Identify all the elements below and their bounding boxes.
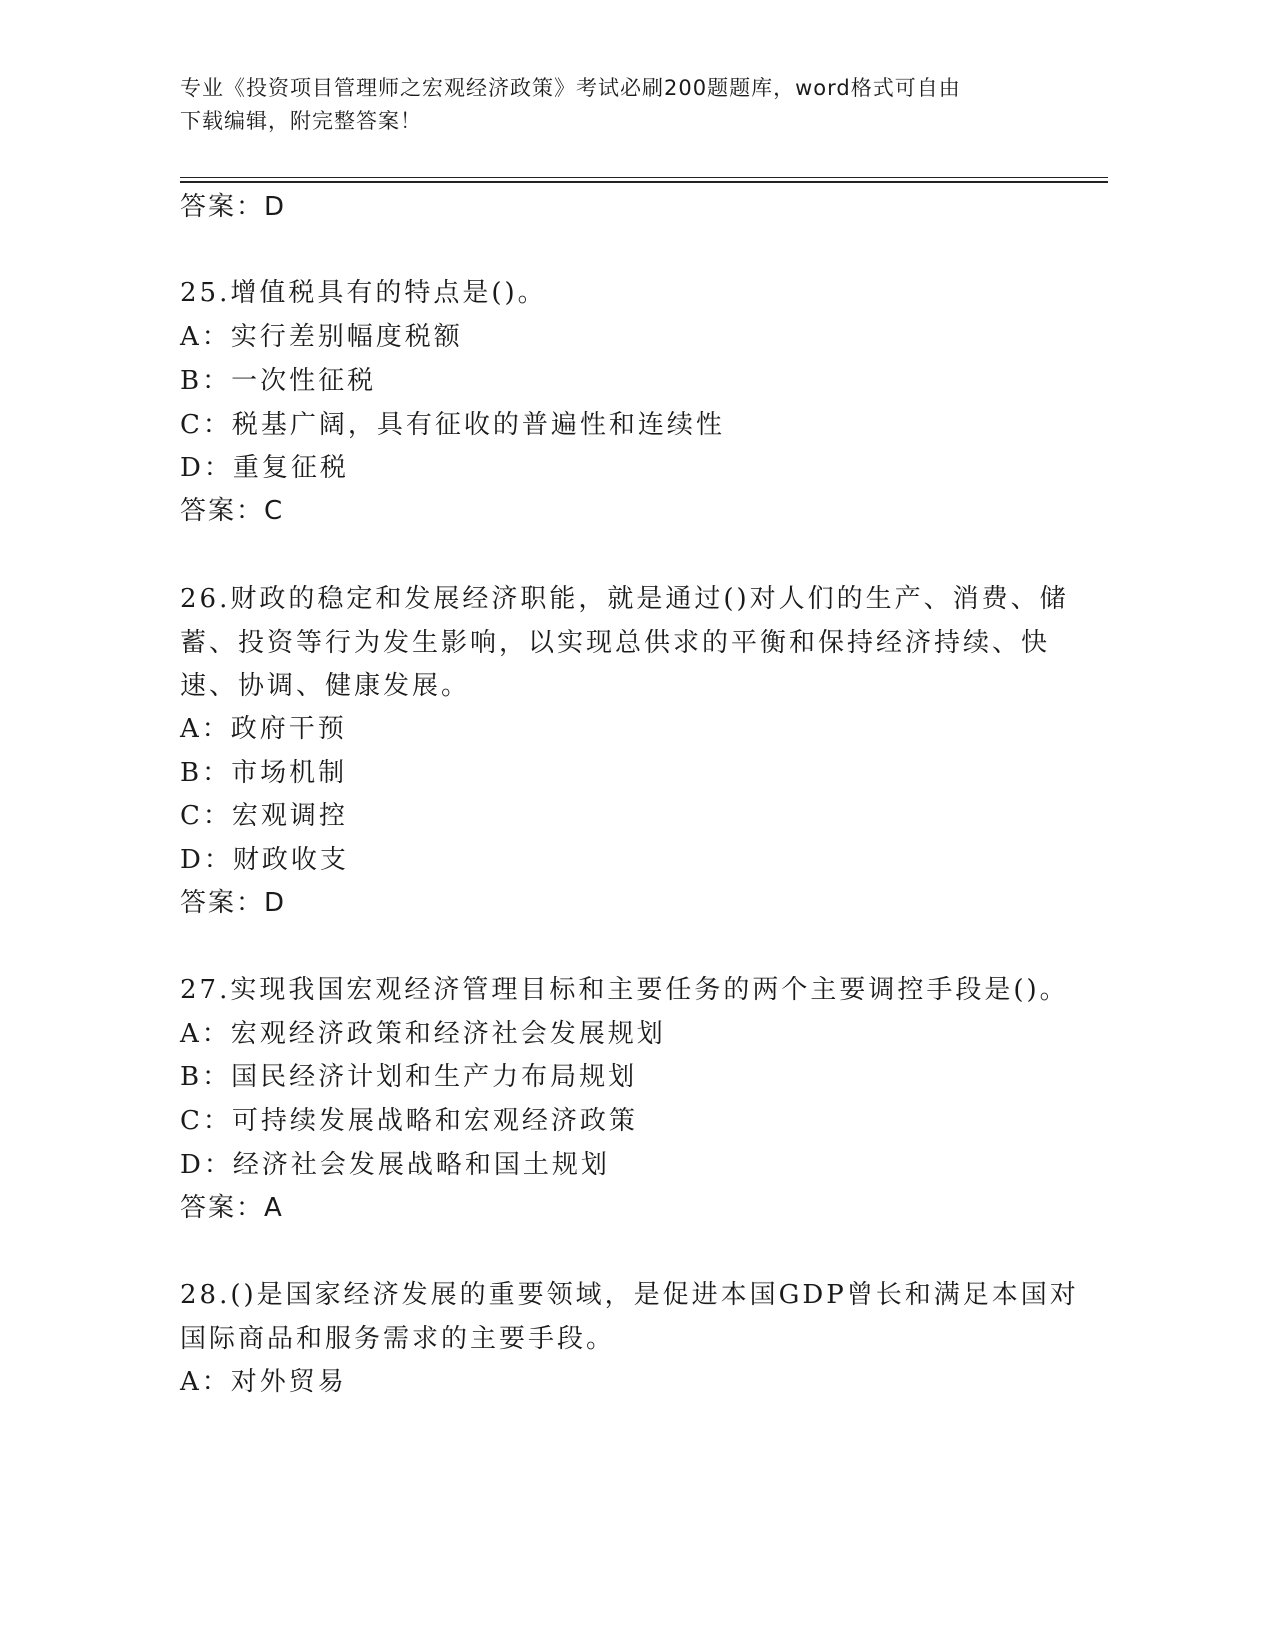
- answer-24: 答案：D: [180, 192, 287, 222]
- page-header: [180, 72, 1080, 138]
- question-28-stem-line-2: 国际商品和服务需求的主要手段。: [180, 1324, 616, 1354]
- header-line-2: 下载编辑，附完整答案！: [180, 109, 422, 133]
- question-28-stem-line-1: 28.()是国家经济发展的重要领域，是促进本国GDP曾长和满足本国对: [180, 1280, 1079, 1310]
- answer-27: 答案：A: [180, 1193, 284, 1223]
- header-divider-thin: [180, 177, 1108, 178]
- question-25-option-b: B：一次性征税: [180, 366, 377, 396]
- question-26-option-b: B：市场机制: [180, 758, 348, 788]
- question-27-option-b: B：国民经济计划和生产力布局规划: [180, 1062, 638, 1092]
- question-28-option-a: A：对外贸易: [180, 1367, 347, 1397]
- question-25-option-a: A：实行差别幅度税额: [180, 322, 463, 352]
- question-27-option-d: D：经济社会发展战略和国土规划: [180, 1150, 610, 1180]
- question-26-stem-line-1: 26.财政的稳定和发展经济职能，就是通过()对人们的生产、消费、储: [180, 584, 1069, 614]
- header-divider-thick: [180, 181, 1108, 183]
- answer-26: 答案：D: [180, 888, 287, 918]
- question-26-stem-line-3: 速、协调、健康发展。: [180, 671, 471, 701]
- question-26-option-d: D：财政收支: [180, 845, 349, 875]
- answer-25: 答案：C: [180, 496, 285, 526]
- question-25-stem: 25.增值税具有的特点是()。: [180, 278, 547, 308]
- question-26-option-a: A：政府干预: [180, 714, 347, 744]
- question-27-stem: 27.实现我国宏观经济管理目标和主要任务的两个主要调控手段是()。: [180, 975, 1069, 1005]
- question-25-option-c: C：税基广阔，具有征收的普遍性和连续性: [180, 410, 725, 440]
- question-27-option-c: C：可持续发展战略和宏观经济政策: [180, 1106, 638, 1136]
- header-line-1: 专业《投资项目管理师之宏观经济政策》考试必刷200题题库，word格式可自由: [180, 76, 961, 100]
- question-26-option-c: C：宏观调控: [180, 801, 348, 831]
- question-27-option-a: A：宏观经济政策和经济社会发展规划: [180, 1019, 666, 1049]
- question-25-option-d: D：重复征税: [180, 453, 349, 483]
- question-26-stem-line-2: 蓄、投资等行为发生影响，以实现总供求的平衡和保持经济持续、快: [180, 628, 1051, 658]
